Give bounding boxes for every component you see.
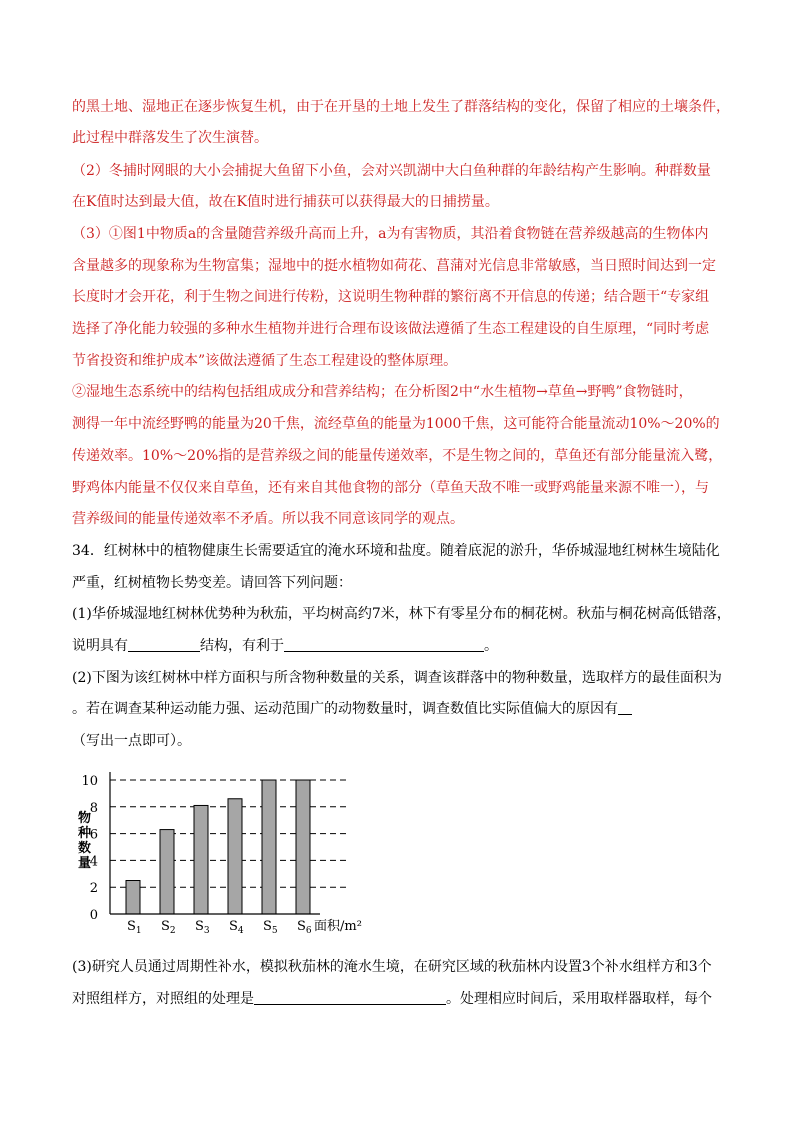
answer-blank[interactable]: [254, 990, 446, 1005]
y-tick-label: 6: [89, 827, 98, 843]
fill-text: 结构，有利于: [200, 638, 284, 654]
subquestion-1: (1)华侨城湿地红树林优势种为秋茄，平均树高约7米，林下有零星分布的桐花树。秋茄与桐花树高低错落，: [72, 606, 731, 622]
x-tick-label: $S_5$: [263, 919, 278, 936]
chart-labels: [77, 774, 362, 936]
answer-line: 选择了净化能力较强的多种水生植物并进行合理布设该做法遵循了生态工程建设的自生原理，“同时考虑: [72, 321, 710, 337]
bar: [262, 780, 276, 914]
answer-line: 节省投资和维护成本”该做法遵循了生态工程建设的整体原理。: [72, 353, 458, 369]
bar: [126, 881, 140, 915]
y-tick-label: 2: [89, 881, 98, 897]
y-tick-label: 8: [89, 800, 98, 816]
bar: [160, 830, 174, 914]
subquestion-3-text: (3)研究人员通过周期性补水，模拟秋茄林的淹水生境，在研究区域的秋茄林内设置3个补水组样方和3个: [72, 959, 712, 975]
chart-axes: [110, 772, 320, 914]
y-axis-title-char: 量: [78, 856, 92, 871]
answer-line: （2）冬捕时网眼的大小会捕捉大鱼留下小鱼，会对兴凯湖中大白鱼种群的年龄结构产生影响。种群数量: [72, 163, 711, 179]
answer-line: 传递效率。10%～20%指的是营养级之间的能量传递效率，不是生物之间的，草鱼还有部分能量流入鹭，: [72, 448, 723, 464]
answer-blank[interactable]: [618, 700, 632, 715]
x-tick-label: $S_6$: [297, 919, 312, 936]
answer-blank[interactable]: [284, 637, 484, 652]
question-stem: 34．红树林中的植物健康生长需要适宜的淹水环境和盐度。随着底泥的淤升，华侨城湿地红树林生境陆化: [72, 543, 720, 559]
x-tick-label: $S_3$: [195, 919, 210, 936]
answer-line: （3）①图1中物质a的含量随营养级升高而上升，a为有害物质，其沿着食物链在营养级越高的生物体内: [72, 226, 709, 242]
fill-text: 。: [484, 638, 498, 654]
fill-text: 。处理相应时间后，采用取样器取样，每个: [446, 991, 712, 1007]
question-stem: 严重，红树植物长势变差。请回答下列问题：: [72, 575, 352, 591]
y-axis-title-char: 物: [78, 811, 92, 826]
y-tick-label: 10: [81, 774, 98, 789]
answer-line: ②湿地生态系统中的结构包括组成成分和营养结构；在分析图2中“水生植物→草鱼→野鸭”食物链时，: [72, 384, 693, 400]
subquestion-2-note: （写出一点即可）。: [72, 733, 191, 749]
fill-text: 。若在调查某种运动能力强、运动范围广的动物数量时，调查数值比实际值偏大的原因有: [72, 701, 618, 717]
answer-line: 在K值时达到最大值，故在K值时进行捕获可以获得最大的日捕捞量。: [72, 194, 499, 210]
subquestion-3-fill: [72, 990, 712, 1008]
answer-line: 含量越多的现象称为生物富集；湿地中的挺水植物如荷花、菖蒲对光信息非常敏感，当日照时间达到一定: [72, 258, 716, 274]
fill-text: 对照组样方，对照组的处理是: [72, 991, 254, 1007]
x-tick-label: $S_2$: [161, 919, 176, 936]
chart-bars: [126, 780, 310, 914]
answer-line: 长度时才会开花，利于生物之间进行传粉，这说明生物种群的繁衍离不开信息的传递；结合题干“专家组: [72, 289, 710, 305]
answer-blank[interactable]: [128, 637, 200, 652]
bar: [228, 799, 242, 914]
answer-line: 营养级间的能量传递效率不矛盾。所以我不同意该同学的观点。: [72, 511, 464, 527]
subquestion-2: (2)下图为该红树林中样方面积与所含物种数量的关系，调查该群落中的物种数量，选取样方的最佳面积为: [72, 670, 722, 686]
answer-line: 测得一年中流经野鸭的能量为20千焦，流经草鱼的能量为1000千焦，这可能符合能量流动10%～20%的: [72, 416, 720, 432]
answer-line: 野鸡体内能量不仅仅来自草鱼，还有来自其他食物的部分（草鱼天敌不唯一或野鸡能量来源不唯一），与: [72, 480, 709, 496]
y-tick-label: 0: [89, 908, 98, 923]
fill-text: 说明具有: [72, 638, 128, 654]
x-tick-label: $S_4$: [229, 919, 244, 936]
subquestion-2-fill: [72, 700, 632, 718]
answer-line: 此过程中群落发生了次生演替。: [72, 130, 268, 146]
species-area-bar-chart: [70, 762, 370, 942]
x-tick-label: $S_1$: [127, 919, 142, 936]
y-axis-title-char: 数: [78, 841, 92, 856]
x-axis-title: 面积/m²: [314, 919, 362, 934]
y-axis-title-char: 种: [78, 826, 92, 841]
y-tick-label: 4: [89, 854, 98, 870]
subquestion-1-fill: [72, 637, 498, 655]
answer-line: 的黑土地、湿地正在逐步恢复生机，由于在开垦的土地上发生了群落结构的变化，保留了相应的土壤条件，: [72, 99, 730, 115]
bar: [194, 805, 208, 914]
bar: [296, 780, 310, 914]
